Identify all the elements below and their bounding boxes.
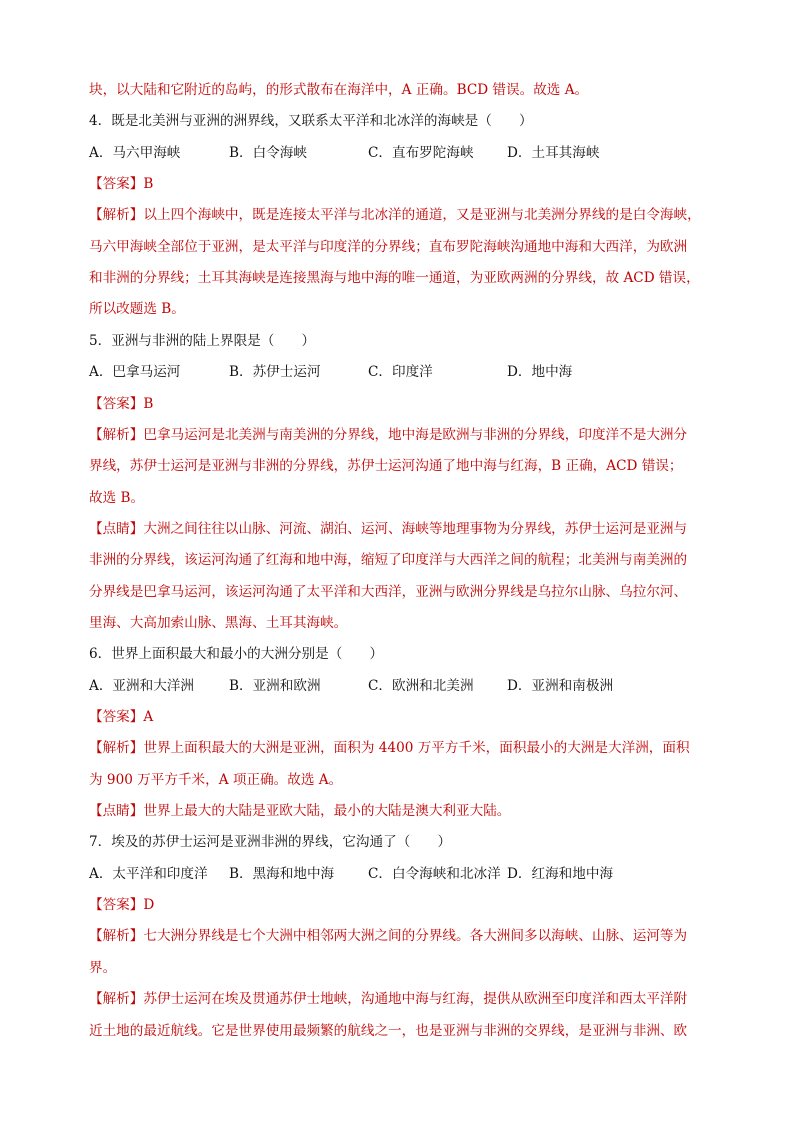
explanation-line xyxy=(89,989,719,1009)
answer-line xyxy=(89,394,719,414)
answer-tag: 【答案】 xyxy=(89,709,144,725)
answer-value: A xyxy=(143,709,154,725)
explanation-line xyxy=(89,926,719,946)
explanation-text: 非洲的分界线，该运河沟通了红海和地中海，缩短了印度洋与大西洋之间的航程；北美洲与南美洲的 xyxy=(89,552,688,568)
explanation-tag: 【点睛】 xyxy=(89,521,144,537)
question-text: 5．亚洲与非洲的陆上界限是（ ） xyxy=(89,333,316,349)
answer-value: B xyxy=(143,396,154,412)
option-a: A．马六甲海峡 xyxy=(89,145,181,161)
options-row xyxy=(89,362,729,382)
explanation-text: 马六甲海峡全部位于亚洲，是太平洋与印度洋的分界线；直布罗陀海峡沟通地中海和大西洋，为欧洲 xyxy=(89,239,688,255)
option-b: B．亚洲和欧洲 xyxy=(229,678,321,694)
answer-tag: 【答案】 xyxy=(89,396,144,412)
answer-line xyxy=(89,707,719,727)
explanation-tag: 【点睛】 xyxy=(89,803,144,819)
explanation-text: 分界线是巴拿马运河，该运河沟通了太平洋和大西洋，亚洲与欧洲分界线是乌拉尔山脉、乌拉尔河、 xyxy=(89,584,688,600)
option-c: C．印度洋 xyxy=(368,364,433,380)
options-row xyxy=(89,143,729,163)
question-text: 4．既是北美洲与亚洲的洲界线，又联系太平洋和北冰洋的海峡是（ ） xyxy=(89,113,533,129)
option-b: B．白令海峡 xyxy=(229,145,307,161)
answer-value: B xyxy=(143,176,154,192)
explanation-tag: 【解析】 xyxy=(89,427,144,443)
option-d: D．亚洲和南极洲 xyxy=(507,678,614,694)
option-b: B．黑海和地中海 xyxy=(229,866,335,882)
options-row xyxy=(89,864,729,884)
explanation-tag: 【解析】 xyxy=(89,207,144,223)
explanation-text: 界。 xyxy=(89,960,117,976)
answer-line xyxy=(89,895,719,915)
explanation-text: 苏伊士运河在埃及贯通苏伊士地峡，沟通地中海与红海，提供从欧洲至印度洋和西太平洋附 xyxy=(143,991,688,1007)
explanation-line xyxy=(89,801,719,821)
explanation-text: 和非洲的分界线；土耳其海峡是连接黑海与地中海的唯一通道，为亚欧两洲的分界线，故 ACD 错误， xyxy=(89,270,700,286)
explanation-text: 为 900 万平方千米，A 项正确。故选 A。 xyxy=(89,772,343,788)
explanation-text: 里海、大高加索山脉、黑海、土耳其海峡。 xyxy=(89,615,348,631)
explanation-text: 所以改题选 B。 xyxy=(89,301,185,317)
explanation-text: 故选 B。 xyxy=(89,490,145,506)
option-b: B．苏伊士运河 xyxy=(229,364,321,380)
answer-line xyxy=(89,174,719,194)
explanation-line xyxy=(89,205,719,225)
answer-tag: 【答案】 xyxy=(89,897,144,913)
explanation-text: 大洲之间往往以山脉、河流、湖泊、运河、海峡等地理事物为分界线，苏伊士运河是亚洲与 xyxy=(143,521,688,537)
options-row xyxy=(89,676,729,696)
option-c: C．白令海峡和北冰洋 xyxy=(368,866,501,882)
explanation-text: 近土地的最近航线。它是世界使用最频繁的航线之一，也是亚洲与非洲的交界线，是亚洲与非洲、欧 xyxy=(89,1023,688,1039)
explanation-text: 界线，苏伊士运河是亚洲与非洲的分界线，苏伊士运河沟通了地中海与红海，B 正确，ACD 错误； xyxy=(89,458,683,474)
explanation-line xyxy=(89,519,719,539)
explanation-text: 世界上最大的大陆是亚欧大陆，最小的大陆是澳大利亚大陆。 xyxy=(143,803,511,819)
explanation-text: 巴拿马运河是北美洲与南美洲的分界线，地中海是欧洲与非洲的分界线，印度洋不是大洲分 xyxy=(143,427,688,443)
option-d: D．红海和地中海 xyxy=(507,866,614,882)
option-d: D．地中海 xyxy=(507,364,573,380)
explanation-tag: 【解析】 xyxy=(89,928,144,944)
option-a: A．亚洲和大洋洲 xyxy=(89,678,194,694)
option-d: D．土耳其海峡 xyxy=(507,145,600,161)
answer-value: D xyxy=(143,897,155,913)
explanation-line xyxy=(89,425,719,445)
explanation-tag: 【解析】 xyxy=(89,991,144,1007)
explanation-text: 世界上面积最大的大洲是亚洲，面积为 4400 万平方千米，面积最小的大洲是大洋洲，面积 xyxy=(143,740,690,756)
question-text: 7．埃及的苏伊士运河是亚洲非洲的界线，它沟通了（ ） xyxy=(89,834,452,850)
option-c: C．直布罗陀海峡 xyxy=(368,145,474,161)
explanation-text: 七大洲分界线是七个大洲中相邻两大洲之间的分界线。各大洲间多以海峡、山脉、运河等为 xyxy=(143,928,688,944)
explanation-text: 块，以大陆和它附近的岛屿，的形式散布在海洋中，A 正确。BCD 错误。故选 A。 xyxy=(89,82,589,98)
explanation-text: 以上四个海峡中，既是连接太平洋与北冰洋的通道，又是亚洲与北美洲分界线的是白令海峡， xyxy=(143,207,701,223)
question-text: 6．世界上面积最大和最小的大洲分别是（ ） xyxy=(89,646,384,662)
option-c: C．欧洲和北美洲 xyxy=(368,678,474,694)
explanation-line xyxy=(89,738,719,758)
explanation-tag: 【解析】 xyxy=(89,740,144,756)
answer-tag: 【答案】 xyxy=(89,176,144,192)
option-a: A．太平洋和印度洋 xyxy=(89,866,208,882)
option-a: A．巴拿马运河 xyxy=(89,364,181,380)
